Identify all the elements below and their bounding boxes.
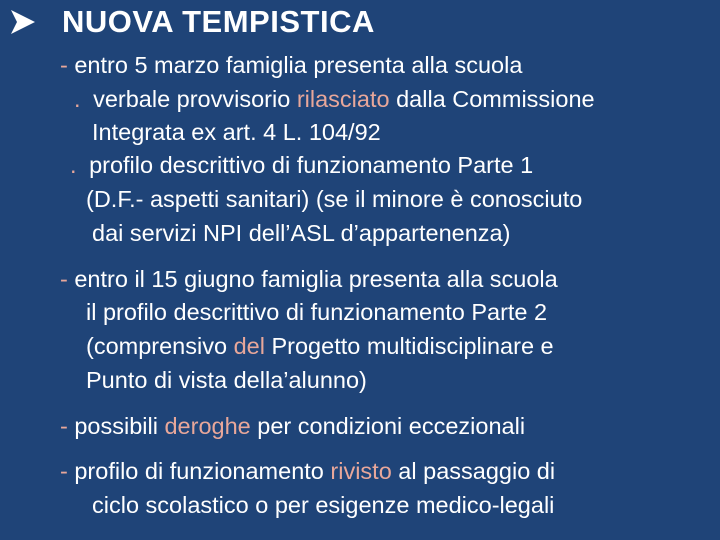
- highlight-text: deroghe: [164, 413, 251, 439]
- dash-marker: -: [60, 52, 68, 78]
- item-text: Integrata ex art. 4 L. 104/92: [92, 119, 381, 145]
- list-subitem-cont: [86, 184, 582, 214]
- slide-title-row: [8, 4, 375, 40]
- dash-marker: -: [60, 458, 68, 484]
- item-text: dalla Commissione: [389, 86, 595, 112]
- list-item-cont: [86, 365, 367, 395]
- highlight-text: del: [233, 333, 265, 359]
- item-text: possibili: [74, 413, 165, 439]
- item-text: al passaggio di: [391, 458, 556, 484]
- dot-marker: .: [74, 86, 81, 112]
- dash-marker: -: [60, 266, 68, 292]
- item-text: profilo di funzionamento: [74, 458, 331, 484]
- highlight-text: rilasciato: [296, 86, 390, 112]
- item-text: (comprensivo: [86, 333, 234, 359]
- item-text: (D.F.- aspetti sanitari) (se il minore è conosciuto: [86, 186, 583, 212]
- item-text: Punto di vista della’alunno): [86, 367, 367, 393]
- list-subitem-cont: [92, 117, 381, 147]
- item-text: Progetto multidisciplinare e: [264, 333, 554, 359]
- list-item-cont: [86, 331, 554, 361]
- dash-marker: -: [60, 413, 68, 439]
- list-item: [60, 411, 525, 441]
- list-item-cont: [92, 490, 554, 520]
- list-item-cont: [86, 297, 547, 327]
- item-text: profilo descrittivo di funzionamento Parte 1: [89, 152, 534, 178]
- list-item: [60, 456, 555, 486]
- slide-title: NUOVA TEMPISTICA: [62, 4, 375, 39]
- item-text: entro il 15 giugno famiglia presenta alla scuola: [74, 266, 558, 292]
- item-text: dai servizi NPI dell’ASL d’appartenenza): [92, 220, 511, 246]
- list-subitem: [70, 150, 533, 180]
- list-subitem: [74, 84, 595, 114]
- item-text: entro 5 marzo famiglia presenta alla scuola: [74, 52, 523, 78]
- dot-marker: .: [70, 152, 77, 178]
- list-item: [60, 50, 522, 80]
- arrow-bullet-icon: [8, 7, 38, 37]
- list-subitem-cont: [92, 218, 510, 248]
- item-text: ciclo scolastico o per esigenze medico-legali: [92, 492, 555, 518]
- item-text: verbale provvisorio: [93, 86, 297, 112]
- list-item: [60, 264, 558, 294]
- highlight-text: rivisto: [330, 458, 392, 484]
- item-text: per condizioni eccezionali: [250, 413, 526, 439]
- item-text: il profilo descrittivo di funzionamento Parte 2: [86, 299, 548, 325]
